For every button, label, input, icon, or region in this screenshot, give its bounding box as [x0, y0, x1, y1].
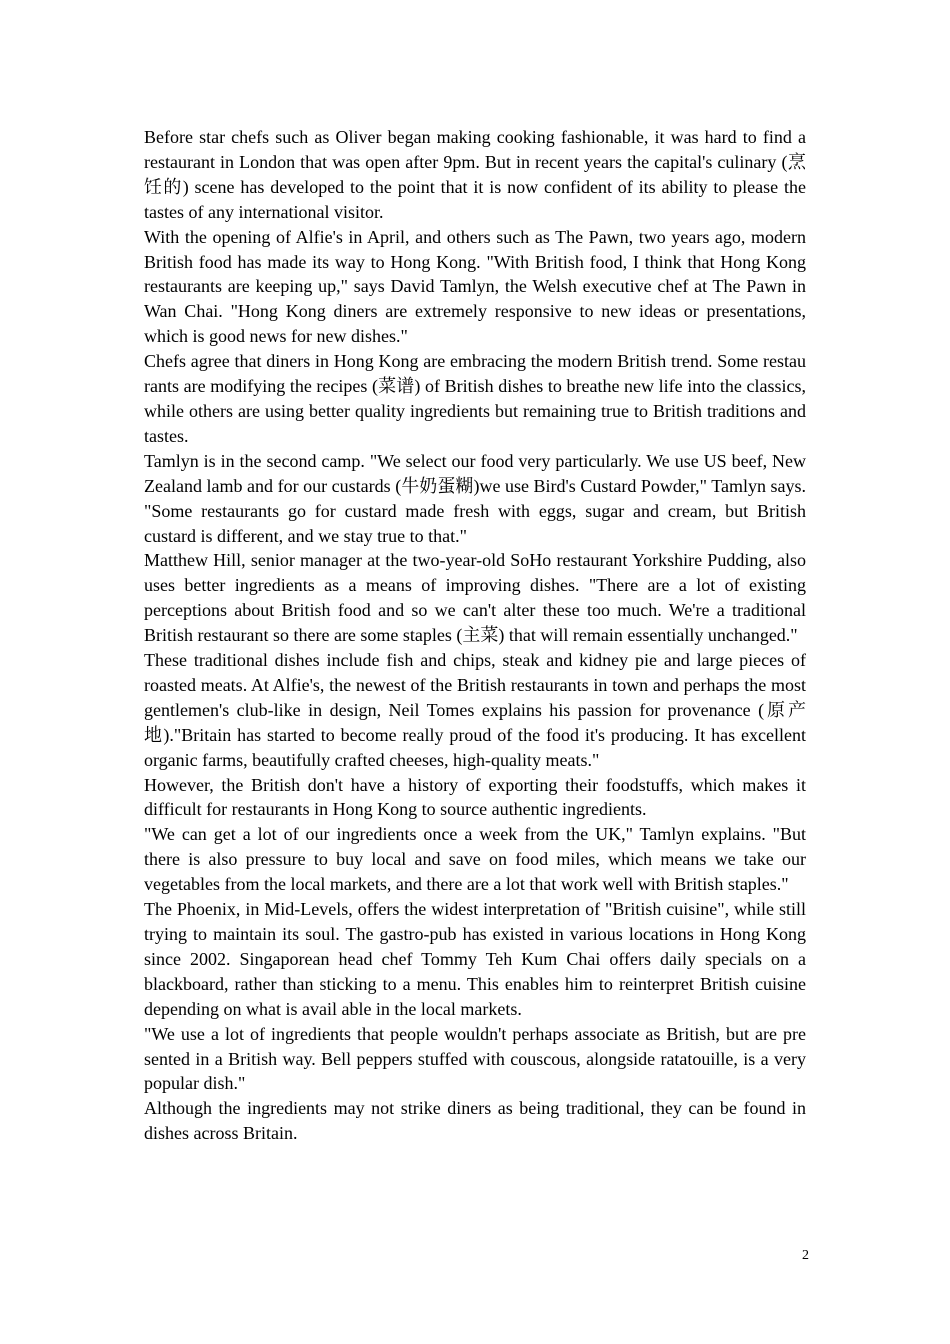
body-text: [144, 125, 806, 1146]
paragraph-4: Tamlyn is in the second camp. "We select our food very particularly. We use US beef, New Zealand lamb and for our custards (牛奶蛋糊)we use Bird's Custard Powder," Tamlyn says. "Some restaurants go for custard made fresh with eggs, sugar and cream, but British custard is different, and we stay true to that.": [144, 450, 806, 546]
paragraph-5: Matthew Hill, senior manager at the two-year-old SoHo restaurant Yorkshire Pudding, also uses better ingredients as a means of improving dishes. "There are a lot of existing perceptions about British food and so we can't alter these too much. We're a traditional British restaurant so there are some staples (主菜) that will remain essentially unchanged.": [144, 550, 806, 646]
paragraph-1: Before star chefs such as Oliver began making cooking fashionable, it was hard to find a restaurant in London that was open after 9pm. But in recent years the capital's culinary (烹饪的) scene has developed to the point that it is now confident of its ability to please the tastes of any international visitor.: [144, 127, 806, 222]
paragraph-10: "We use a lot of ingredients that people wouldn't perhaps associate as British, but are pre sented in a British way. Bell peppers stuffed with couscous, alongside ratatouille, is a very popular dish.": [144, 1023, 806, 1094]
paragraph-3: Chefs agree that diners in Hong Kong are embracing the modern British trend. Some restau rants are modifying the recipes (菜谱) of British dishes to breathe new life into the classics, while others are using better quality ingredients but remaining true to British traditions and tastes.: [144, 351, 806, 446]
paragraph-8: "We can get a lot of our ingredients once a week from the UK," Tamlyn explains. "But there is also pressure to buy local and save on food miles, which means we take our vegetables from the local markets, and there are a lot that work well with British staples.": [144, 824, 806, 895]
paragraph-7: However, the British don't have a history of exporting their foodstuffs, which makes it difficult for restaurants in Hong Kong to source authentic ingredients.: [144, 774, 806, 820]
paragraph-11: Although the ingredients may not strike diners as being traditional, they can be found in dishes across Britain.: [144, 1098, 806, 1144]
paragraph-2: With the opening of Alfie's in April, and others such as The Pawn, two years ago, modern British food has made its way to Hong Kong. "With British food, I think that Hong Kong restaurants are keeping up," says David Tamlyn, the Welsh executive chef at The Pawn in Wan Chai. "Hong Kong diners are extremely responsive to new ideas or presentations, which is good news for new dishes.": [144, 226, 806, 347]
paragraph-6: These traditional dishes include fish and chips, steak and kidney pie and large pieces of roasted meats. At Alfie's, the newest of the British restaurants in town and perhaps the most gentlemen's club-like in design, Neil Tomes explains his passion for provenance (原产 地)."Britain has started to become really proud of the food it's producing. It has excellent organic farms, beautifully crafted cheeses, high-quality meats.": [144, 650, 806, 770]
paragraph-9: The Phoenix, in Mid-Levels, offers the widest interpretation of "British cuisine", while still trying to maintain its soul. The gastro-pub has existed in various locations in Hong Kong since 2002. Singaporean head chef Tommy Teh Kum Chai offers daily specials on a blackboard, rather than sticking to a menu. This enables him to reinterpret British cuisine depending on what is avail able in the local markets.: [144, 899, 806, 1019]
page-number: 2: [802, 1248, 809, 1263]
